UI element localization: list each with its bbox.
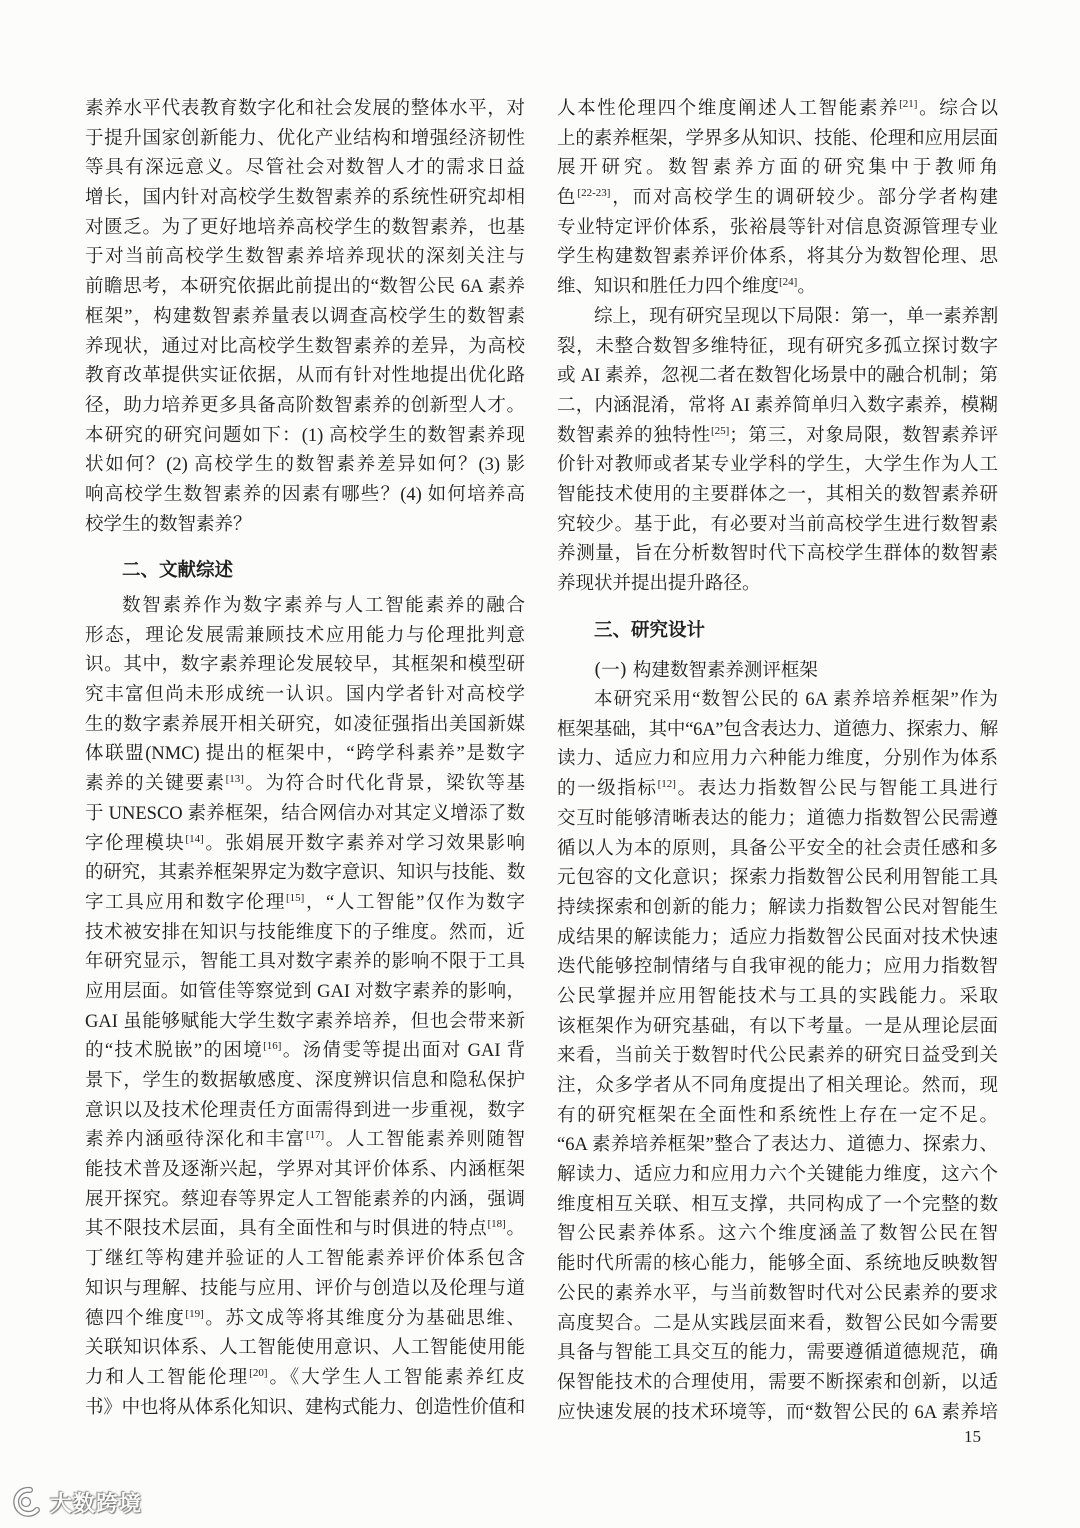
text-run: 应快速发展的技术环境等，而“数智公民的 6A 素养培 — [557, 1402, 998, 1423]
text-run: ，“人工智能”仅作为数字 — [304, 892, 525, 913]
text-run: 读力、适应力和应用力六种能力维度，分别作为体系 — [557, 749, 998, 770]
text-run: 上的素养框架，学界多从知识、技能、伦理和应用层面 — [557, 128, 998, 149]
text-run: 的一级指标 — [557, 779, 658, 800]
text-run: 增长，国内针对高校学生数智素养的系统性研究却相 — [85, 188, 525, 209]
text-line — [557, 1220, 998, 1250]
text-run: 。张娟展开数字素养对学习效果影响 — [203, 833, 525, 854]
text-run: 养现状并提出提升路径。 — [557, 574, 761, 594]
text-line — [85, 1037, 525, 1067]
text-line — [85, 830, 525, 860]
text-line — [85, 95, 525, 125]
text-line — [557, 775, 998, 805]
text-run: 框架基础，其中“6A”包含表达力、道德力、探索力、解 — [557, 719, 998, 740]
text-line — [557, 953, 998, 983]
text-line — [85, 622, 525, 652]
text-line — [557, 1310, 998, 1340]
citation-ref: [21] — [899, 98, 918, 110]
text-line — [85, 681, 525, 711]
text-line — [85, 451, 525, 481]
text-run: ，而对高校学生的调研较少。部分学者构建 — [610, 188, 998, 209]
text-run: 丁继红等构建并验证的人工智能素养评价体系包含 — [85, 1249, 525, 1270]
text-run: 体联盟(NMC) 提出的框架中，“跨学科素养”是数字 — [85, 744, 525, 765]
text-run: 本研究采用“数智公民的 6A 素养培养框架”作为 — [594, 690, 998, 711]
text-run: 究较少。基于此，有必要对当前高校学生进行数智素 — [557, 514, 998, 535]
text-line — [557, 924, 998, 954]
text-line — [557, 864, 998, 894]
text-line — [85, 481, 525, 511]
text-line — [85, 1275, 525, 1305]
text-run: 素养的关键要素 — [85, 774, 226, 795]
text-line — [557, 362, 998, 392]
text-run: 前瞻思考，本研究依据此前提出的“数智公民 6A 素养 — [85, 277, 525, 298]
text-line — [85, 889, 525, 919]
text-run: 本研究的研究问题如下：(1) 高校学生的数智素养现 — [85, 425, 525, 446]
text-line — [557, 540, 998, 570]
text-run: 来看，当前关于数智时代公民素养的研究日益受到关 — [557, 1046, 998, 1067]
text-line — [85, 800, 525, 830]
text-line — [557, 716, 998, 746]
text-run: 。苏文成等将其维度分为基础思维、 — [203, 1308, 525, 1329]
text-line — [85, 948, 525, 978]
text-line — [557, 1013, 998, 1043]
text-line — [85, 184, 525, 214]
citation-ref: [18] — [487, 1218, 506, 1231]
citation-ref: [16] — [263, 1040, 282, 1053]
text-run: 持续探索和创新的能力；解读力指数智公民对智能生 — [557, 897, 998, 918]
citation-ref: [25] — [710, 424, 730, 437]
text-line — [85, 1067, 525, 1097]
text-line — [85, 125, 525, 155]
text-run: 交互时能够清晰表达的能力；道德力指数智公民需遵 — [557, 808, 998, 829]
text-run: 究丰富但尚未形成统一认识。国内学者针对高校学 — [85, 685, 525, 706]
text-run: ；第三，对象局限，数智素养评 — [729, 425, 998, 446]
text-run: 养现状，通过对比高校学生数智素养的差异，为高校 — [85, 336, 525, 357]
text-run: 于 UNESCO 素养框架，结合网信办对其定义增添了数 — [85, 803, 525, 824]
text-line — [85, 740, 525, 770]
text-run: 力和人工智能伦理 — [85, 1367, 250, 1388]
text-run: 成结果的解读能力；适应力指数智公民面对技术快速 — [557, 927, 998, 948]
text-run: 维、知识和胜任力四个维度 — [557, 277, 780, 298]
text-line — [85, 770, 525, 800]
text-run: 有的研究框架在全面性和系统性上存在一定不足。 — [557, 1105, 998, 1126]
text-run: 校学生的数智素养？ — [85, 514, 252, 535]
text-line — [85, 859, 525, 889]
text-line — [85, 1364, 525, 1394]
text-run: 或 AI 素养，忽视二者在数智化场景中的融合机制；第 — [557, 366, 998, 387]
text-run: 色 — [557, 188, 578, 209]
text-run: 素养内涵亟待深化和丰富 — [85, 1130, 306, 1151]
text-run: 。汤倩雯等提出面对 GAI 背 — [281, 1041, 525, 1062]
text-run: 。人工智能素养则随智 — [324, 1130, 525, 1151]
text-line — [85, 1097, 525, 1127]
text-line — [85, 1008, 525, 1038]
text-run: 具备与智能工具交互的能力，需要遵循道德规范，确 — [557, 1343, 998, 1364]
text-run: 技术被安排在知识与技能维度下的子维度。然而，近 — [85, 922, 525, 943]
watermark-text: 大数跨境 — [50, 1491, 143, 1517]
text-run: 年研究显示，智能工具对数字素养的影响不限于工具 — [85, 952, 525, 973]
text-line — [85, 303, 525, 333]
text-line — [85, 919, 525, 949]
text-line — [557, 125, 998, 155]
text-line — [85, 1156, 525, 1186]
page-number: 15 — [964, 1427, 981, 1446]
text-run: 高度契合。二是从实践层面来看，数智公民如今需要 — [557, 1313, 998, 1334]
text-line — [557, 392, 998, 422]
text-run: 其不限技术层面，具有全面性和与时俱进的特点 — [85, 1219, 488, 1240]
text-line — [557, 481, 998, 511]
text-run: 保智能技术的合理使用，需要不断探索和创新，以适 — [557, 1372, 998, 1393]
text-run: 等具有深远意义。尽管社会对数智人才的需求日益 — [85, 158, 525, 179]
text-run: 公民的素养水平，与当前数智时代对公民素养的要求 — [557, 1283, 998, 1304]
text-run: 的研究，其素养框架界定为数字意识、知识与技能、数 — [85, 863, 525, 884]
text-line — [557, 570, 998, 600]
text-run: 的“技术脱嵌”的困境 — [85, 1041, 264, 1062]
text-line — [557, 243, 998, 273]
text-run: 解读力、适应力和应用力六个关键能力维度，这六个 — [557, 1165, 998, 1186]
text-run: 。表达力指数智公民与智能工具进行 — [675, 779, 998, 800]
text-run: 展开探究。蔡迎春等界定人工智能素养的内涵，强调 — [85, 1189, 525, 1210]
text-run: 人本性伦理四个维度阐述人工智能素养 — [557, 99, 900, 119]
right-column — [557, 95, 998, 1428]
citation-ref: [14] — [185, 832, 204, 845]
citation-ref: [19] — [185, 1307, 204, 1320]
paragraph — [85, 95, 525, 540]
text-line — [85, 422, 525, 452]
text-run: 能技术普及逐渐兴起，学界对其评价体系、内涵框架 — [85, 1160, 525, 1181]
text-line — [85, 273, 525, 303]
text-run: GAI 虽能够赋能大学生数字素养培养，但也会带来新 — [85, 1011, 525, 1032]
text-line — [85, 1215, 525, 1245]
paragraph — [557, 95, 998, 303]
text-line — [85, 592, 525, 622]
text-run: 于提升国家创新能力、优化产业结构和增强经济韧性 — [85, 128, 525, 149]
text-line — [557, 1369, 998, 1399]
text-run: 字工具应用和数字伦理 — [85, 892, 287, 913]
text-line — [557, 333, 998, 363]
text-run: 。 — [505, 1219, 525, 1240]
text-line — [85, 243, 525, 273]
text-line — [85, 214, 525, 244]
citation-ref: [15] — [286, 891, 305, 904]
text-line — [557, 303, 998, 333]
text-run: 响高校学生数智素养的因素有哪些？(4) 如何培养高 — [85, 484, 525, 505]
text-line — [557, 805, 998, 835]
text-run: 知识与理解、技能与应用、评价与创造以及伦理与道 — [85, 1278, 525, 1299]
text-run: 书》中也将从体系化知识、建构式能力、创造性价值和 — [85, 1397, 525, 1418]
citation-ref: [20] — [249, 1366, 268, 1379]
text-line — [557, 1280, 998, 1310]
text-run: 素养水平代表教育数字化和社会发展的整体水平，对 — [85, 99, 525, 119]
text-run: 。 — [797, 277, 816, 298]
text-run: 循以人为本的原则，具备公平安全的社会责任感和多 — [557, 838, 998, 859]
text-line — [557, 686, 998, 716]
text-line — [557, 1042, 998, 1072]
text-line — [557, 1399, 998, 1429]
text-run: 元包容的文化意识；探索力指数智公民利用智能工具 — [557, 868, 998, 889]
text-run: 识。其中，数字素养理论发展较早，其框架和模型研 — [85, 655, 525, 676]
text-line — [85, 362, 525, 392]
text-line — [557, 273, 998, 303]
text-line — [557, 451, 998, 481]
citation-ref: [13] — [225, 773, 244, 786]
text-line — [85, 1126, 525, 1156]
citation-ref: [24] — [779, 276, 798, 289]
text-line — [557, 1161, 998, 1191]
text-line — [557, 95, 998, 125]
text-line — [85, 1245, 525, 1275]
text-run: 维度相互关联、相互支撑，共同构成了一个完整的数 — [557, 1194, 998, 1215]
text-line — [85, 978, 525, 1008]
text-line — [85, 392, 525, 422]
text-run: 。为符合时代化背景，梁钦等基 — [243, 774, 525, 795]
section-heading: 三、研究设计 — [594, 619, 706, 641]
text-run: 智公民素养体系。这六个维度涵盖了数智公民在智 — [557, 1224, 998, 1245]
text-run: 对匮乏。为了更好地培养高校学生的数智素养，也基 — [85, 217, 525, 238]
text-run: 德四个维度 — [85, 1308, 186, 1329]
text-run: 该框架作为研究基础，有以下考量。一是从理论层面 — [557, 1016, 998, 1037]
text-run: 注，众多学者从不同角度提出了相关理论。然而，现 — [557, 1076, 998, 1096]
text-run: 于对当前高校学生数智素养培养现状的深刻关注与 — [85, 247, 525, 268]
text-line — [557, 894, 998, 924]
text-line — [557, 184, 998, 214]
text-line — [557, 983, 998, 1013]
text-run: 数智素养的独特性 — [557, 425, 711, 446]
text-run: 生的数字素养展开相关研究，如凌征强指出美国新媒 — [85, 714, 525, 735]
text-line — [557, 214, 998, 244]
text-run: 数智素养作为数字素养与人工智能素养的融合 — [122, 596, 525, 616]
text-run: “6A 素养培养框架”整合了表达力、道德力、探索力、 — [557, 1135, 998, 1156]
text-run: 养测量，旨在分析数智时代下高校学生群体的数智素 — [557, 544, 998, 565]
text-line — [85, 154, 525, 184]
text-run: 能时代所需的核心能力，能够全面、系统地反映数智 — [557, 1254, 998, 1275]
text-run: 展开研究。数智素养方面的研究集中于教师角 — [557, 158, 998, 179]
paragraph — [557, 686, 998, 1428]
left-column — [85, 95, 525, 1423]
text-run: 二，内涵混淆，常将 AI 素养简单归入数字素养，模糊 — [557, 395, 998, 416]
text-run: 框架”，构建数智素养量表以调查高校学生的数智素 — [85, 306, 525, 327]
text-run: 价针对教师或者某专业学科的学生，大学生作为人工 — [557, 455, 998, 476]
text-run: 公民掌握并应用智能技术与工具的实践能力。采取 — [557, 986, 998, 1007]
text-run: 意识以及技术伦理责任方面需得到进一步重视，数字 — [85, 1100, 525, 1121]
text-line — [85, 1394, 525, 1424]
text-line — [85, 711, 525, 741]
text-run: 字伦理模块 — [85, 833, 186, 854]
text-run: 迭代能够控制情绪与自我审视的能力；应用力指数智 — [557, 957, 998, 978]
text-run: 综上，现有研究呈现以下局限：第一，单一素养割 — [594, 306, 998, 327]
text-run: 学生构建数智素养评价体系，将其分为数智伦理、思 — [557, 247, 998, 268]
text-line — [557, 1131, 998, 1161]
text-line — [557, 835, 998, 865]
text-run: 形态，理论发展需兼顾技术应用能力与伦理批判意 — [85, 625, 525, 646]
text-run: 。《大学生人工智能素养红皮 — [267, 1367, 525, 1388]
text-line — [85, 1334, 525, 1364]
text-run: 。综合以 — [917, 99, 998, 119]
text-line — [85, 651, 525, 681]
text-line — [85, 333, 525, 363]
brand-logo-icon — [6, 1485, 46, 1519]
text-run: 径，助力培养更多具备高阶数智素养的创新型人才。 — [85, 395, 525, 416]
text-line — [557, 1250, 998, 1280]
text-line — [557, 1191, 998, 1221]
paragraph — [85, 592, 525, 1423]
text-run: 教育改革提供实证依据，从而有针对性地提出优化路 — [85, 366, 525, 387]
subsection-heading: (一) 构建数智素养测评框架 — [594, 660, 818, 682]
text-run: 应用层面。如管佳等察觉到 GAI 对数字素养的影响， — [85, 981, 525, 1002]
text-line — [557, 745, 998, 775]
text-line — [557, 1339, 998, 1369]
text-line — [85, 511, 525, 541]
text-run: 关联知识体系、人工智能使用意识、人工智能使用能 — [85, 1338, 525, 1359]
text-run: 专业特定评价体系，张裕晨等针对信息资源管理专业 — [557, 217, 998, 238]
text-line — [557, 1102, 998, 1132]
text-line — [85, 1305, 525, 1335]
paragraph — [557, 303, 998, 600]
text-run: 景下，学生的数据敏感度、深度辨识信息和隐私保护 — [85, 1071, 525, 1091]
text-line — [557, 154, 998, 184]
text-run: 状如何？(2) 高校学生的数智素养差异如何？(3) 影 — [85, 455, 525, 476]
text-line — [557, 422, 998, 452]
watermark — [6, 1484, 142, 1520]
section-heading: 二、文献综述 — [122, 560, 234, 582]
text-run: 智能技术使用的主要群体之一，其相关的数智素养研 — [557, 484, 998, 505]
text-line — [557, 511, 998, 541]
text-run: 裂，未整合数智多维特征，现有研究多孤立探讨数字 — [557, 336, 998, 357]
text-line — [85, 1186, 525, 1216]
text-line — [557, 1072, 998, 1102]
citation-ref: [22-23] — [577, 187, 611, 200]
citation-ref: [17] — [305, 1129, 325, 1142]
citation-ref: [12] — [657, 778, 676, 791]
